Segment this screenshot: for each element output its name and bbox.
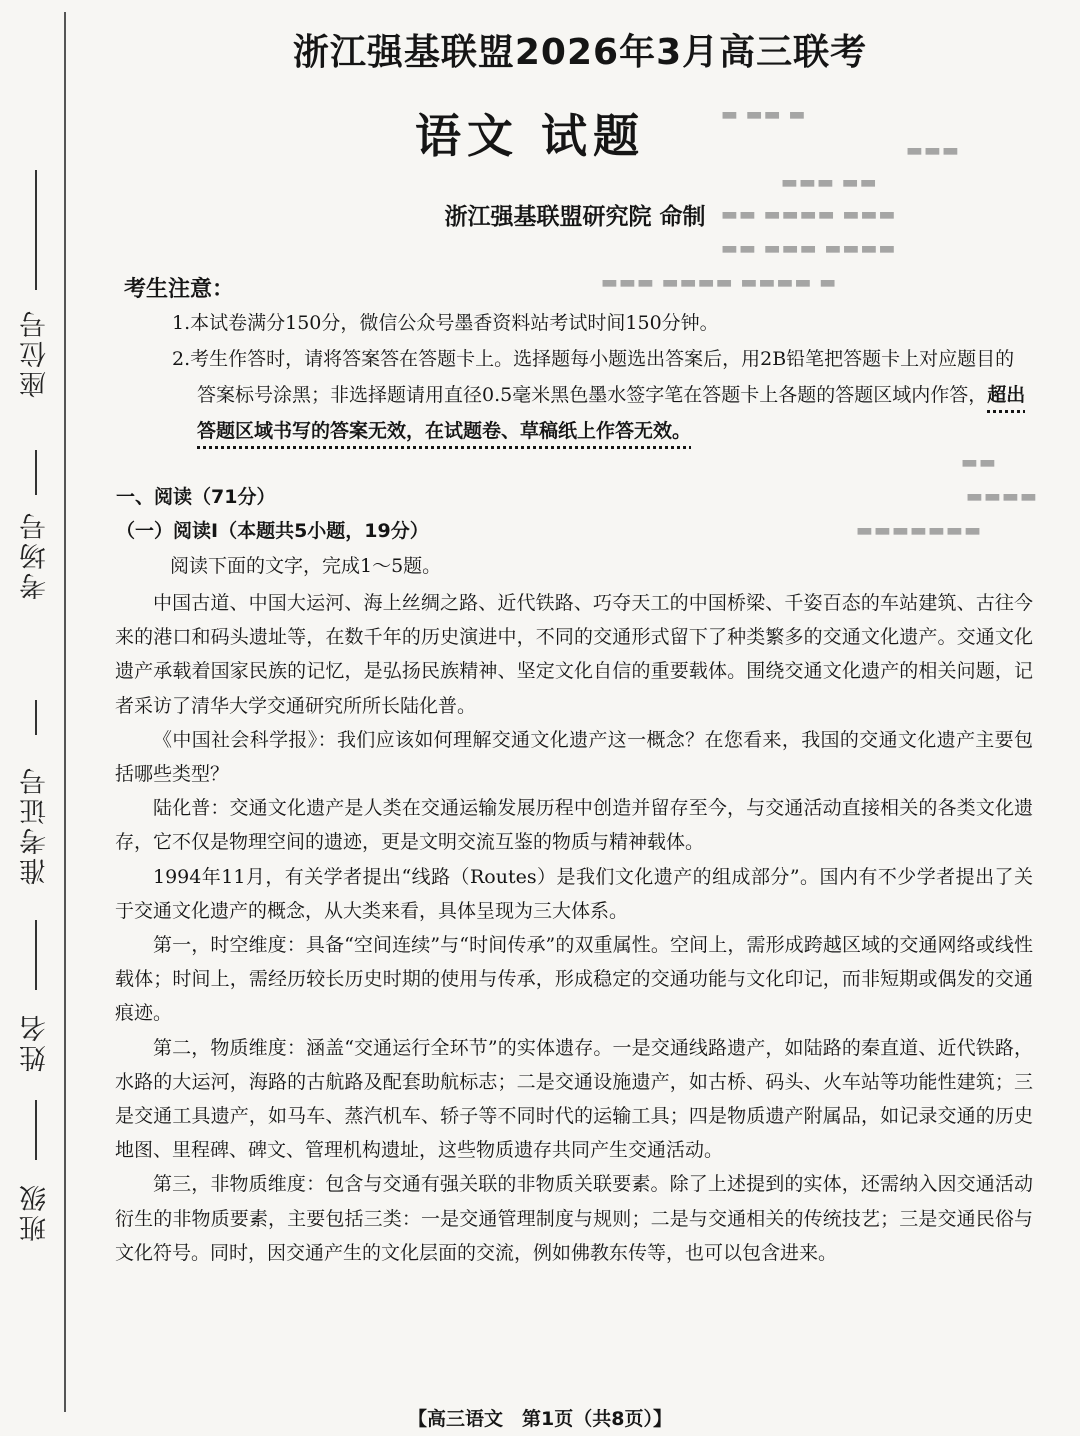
show-through-bleed: ▬▬▬▬ [965,486,1038,507]
admission-number-line [35,700,37,735]
show-through-bleed: ▬▬ [960,452,997,473]
admission-number-label: 准考证号 [20,765,51,885]
notice-heading: 考生注意： [124,277,235,302]
show-through-bleed: ▬▬▬ ▬▬▬▬ ▬▬ [720,204,896,225]
admission-number-field [16,700,56,910]
subject-title: 语文 试题 [414,109,645,163]
reading-passage [115,586,1033,1270]
passage-paragraph: 1994年11月，有关学者提出“线路（Routes）是我们文化遗产的组成部分”。国内有不少学者提出了关于交通文化遗产的概念，从大类来看，具体呈现为三大体系。 [115,865,1033,922]
name-field [16,920,56,1090]
exam-room-field [16,450,56,610]
notice-item-2 [172,341,1032,449]
passage-paragraph: 陆化普：交通文化遗产是人类在交通运输发展历程中创造并留存至今，与交通活动直接相关的各类文化遗存，它不仅是物理空间的遗迹，更是文明交流互鉴的物质与精神载体。 [115,797,1033,854]
issuer-line: 浙江强基联盟研究院 命制 [444,204,706,230]
subsection-heading: （一）阅读Ⅰ（本题共5小题，19分） [116,520,429,542]
passage-paragraph: 第二，物质维度：涵盖“交通运行全环节”的实体遗存。一是交通线路遗产，如陆路的秦直道、近代铁路，水路的大运河，海路的古航路及配套助航标志；二是交通设施遗产，如古桥、码头、火车站等功能性建筑；三是交通工具遗产，如马车、蒸汽机车、轿子等不同时代的运输工具；四是物质遗产附属品，如记录交通的历史地图、里程碑、碑文、管理机构遗址，这些物质遗存共同产生交通活动。 [115,1036,1033,1162]
class-label: 班级 [20,1182,51,1243]
passage-paragraph: 第三，非物质维度：包含与交通有强关联的非物质关联要素。除了上述提到的实体，还需纳入因交通活动衍生的非物质要素，主要包括三类：一是交通管理制度与规则；二是与交通相关的传统技艺；三是交通民俗与文化符号。同时，因交通产生的文化层面的交流，例如佛教东传等，也可以包含进来。 [115,1173,1033,1264]
name-line [35,920,37,990]
passage-paragraph: 中国古道、中国大运河、海上丝绸之路、近代铁路、巧夺天工的中国桥梁、千姿百态的车站建筑、古往今来的港口和码头遗址等，在数千年的历史演进中，不同的交通形式留下了种类繁多的交通文化遗产。交通文化遗产承载着国家民族的记忆，是弘扬民族精神、坚定文化自信的重要载体。围绕交通文化遗产的相关问题，记者采访了清华大学交通研究所所长陆化普。 [115,592,1033,717]
passage-paragraph: 第一，时空维度：具备“空间连续”与“时间传承”的双重属性。空间上，需形成跨越区域的交通网络或线性载体；时间上，需经历较长历史时期的使用与传承，形成稳定的交通功能与文化印记，而非短期或偶发的交通痕迹。 [115,934,1033,1025]
notice-item-1: 1.本试卷满分150分，微信公众号墨香资料站考试时间150分钟。 [172,312,719,334]
show-through-bleed: ▬▬▬▬▬▬▬ [855,520,982,541]
seat-number-line [35,170,37,290]
exam-room-label: 考场号 [20,510,51,600]
show-through-bleed: ▬▬ ▬▬▬ [780,172,877,193]
class-field [16,1100,56,1260]
show-through-bleed: ▬▬▬▬ ▬▬▬ ▬▬ [720,238,896,259]
class-line [35,1100,37,1160]
reading-instruction: 阅读下面的文字，完成1～5题。 [170,555,442,577]
seat-number-field [16,170,56,410]
notice-item-2-text: 2.考生作答时，请将答案答在答题卡上。选择题每小题选出答案后，用2B铅笔把答题卡上对应题目的答案标号涂黑；非选择题请用直径0.5毫米黑色墨水签字笔在答题卡上各题的答题区域内作答， [172,348,1015,406]
show-through-bleed: ▬▬▬ [905,140,960,161]
section-heading: 一、阅读（71分） [116,486,276,508]
page-footer: 【高三语文 第1页（共8页）】 [408,1408,672,1430]
binding-margin [0,0,75,1436]
exam-room-line [35,450,37,495]
binding-rule [64,12,66,1412]
show-through-bleed: ▬ ▬▬▬▬ ▬▬▬▬ ▬▬▬ [600,272,837,293]
name-label: 姓名 [20,1012,51,1073]
notice-item-2-emphasis: 超出答题区域书写的答案无效，在试题卷、草稿纸上作答无效。 [197,384,1026,442]
seat-number-label: 座位号 [20,308,51,398]
show-through-bleed: ▬ ▬▬ ▬ [720,104,806,125]
exam-title: 浙江强基联盟2026年3月高三联考 [292,32,868,73]
passage-paragraph: 《中国社会科学报》：我们应该如何理解交通文化遗产这一概念？在您看来，我国的交通文化遗产主要包括哪些类型？ [115,728,1033,786]
